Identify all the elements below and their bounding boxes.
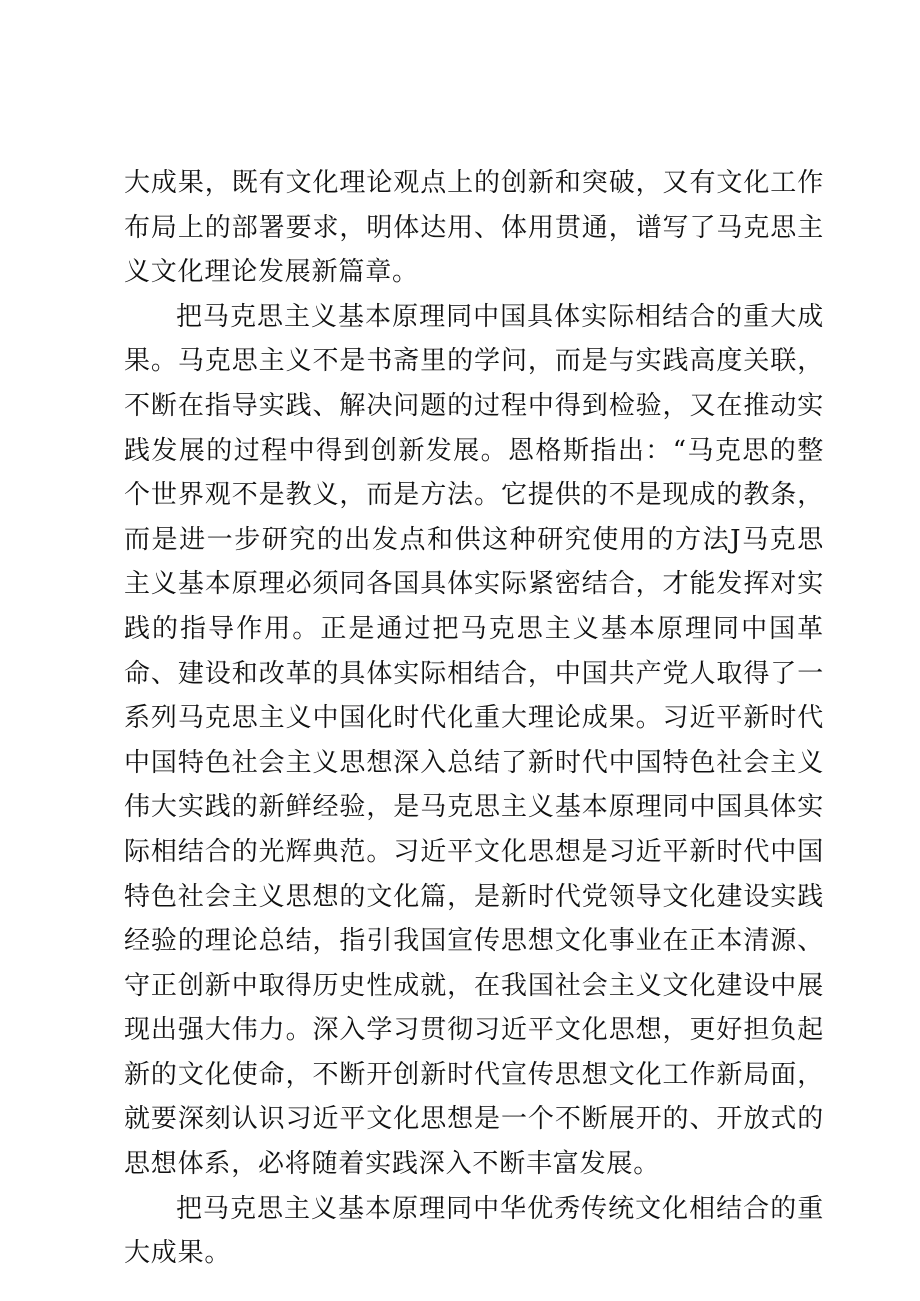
paragraph-continuation: 大成果，既有文化理论观点上的创新和突破，又有文化工作布局上的部署要求，明体达用、体用贯通，谱写了马克思主义文化理论发展新篇章。	[124, 168, 824, 288]
paragraph-marxism-traditional-culture: 把马克思主义基本原理同中华优秀传统文化相结合的重大成果。	[124, 1193, 824, 1269]
body-text	[124, 161, 824, 1276]
paragraph-marxism-china-reality: 把马克思主义基本原理同中国具体实际相结合的重大成果。马克思主义不是书斋里的学问，而是与实践高度关联，不断在指导实践、解决问题的过程中得到检验，又在推动实践发展的过程中得到创新发展。恩格斯指出：“马克思的整个世界观不是教义，而是方法。它提供的不是现成的教条，而是进一步研究的出发点和供这种研究使用的方法J马克思主义基本原理必须同各国具体实际紧密结合，才能发挥对实践的指导作用。正是通过把马克思主义基本原理同中国革命、建设和改革的具体实际相结合，中国共产党人取得了一系列马克思主义中国化时代化重大理论成果。习近平新时代中国特色社会主义思想深入总结了新时代中国特色社会主义伟大实践的新鲜经验，是马克思主义基本原理同中国具体实际相结合的光辉典范。习近平文化思想是习近平新时代中国特色社会主义思想的文化篇，是新时代党领导文化建设实践经验的理论总结，指引我国宣传思想文化事业在正本清源、守正创新中取得历史性成就，在我国社会主义文化建设中展现出强大伟力。深入学习贯彻习近平文化思想，更好担负起新的文化使命，不断开创新时代宣传思想文化工作新局面，就要深刻认识习近平文化思想是一个不断展开的、开放式的思想体系，必将随着实践深入不断丰富发展。	[124, 301, 824, 1180]
